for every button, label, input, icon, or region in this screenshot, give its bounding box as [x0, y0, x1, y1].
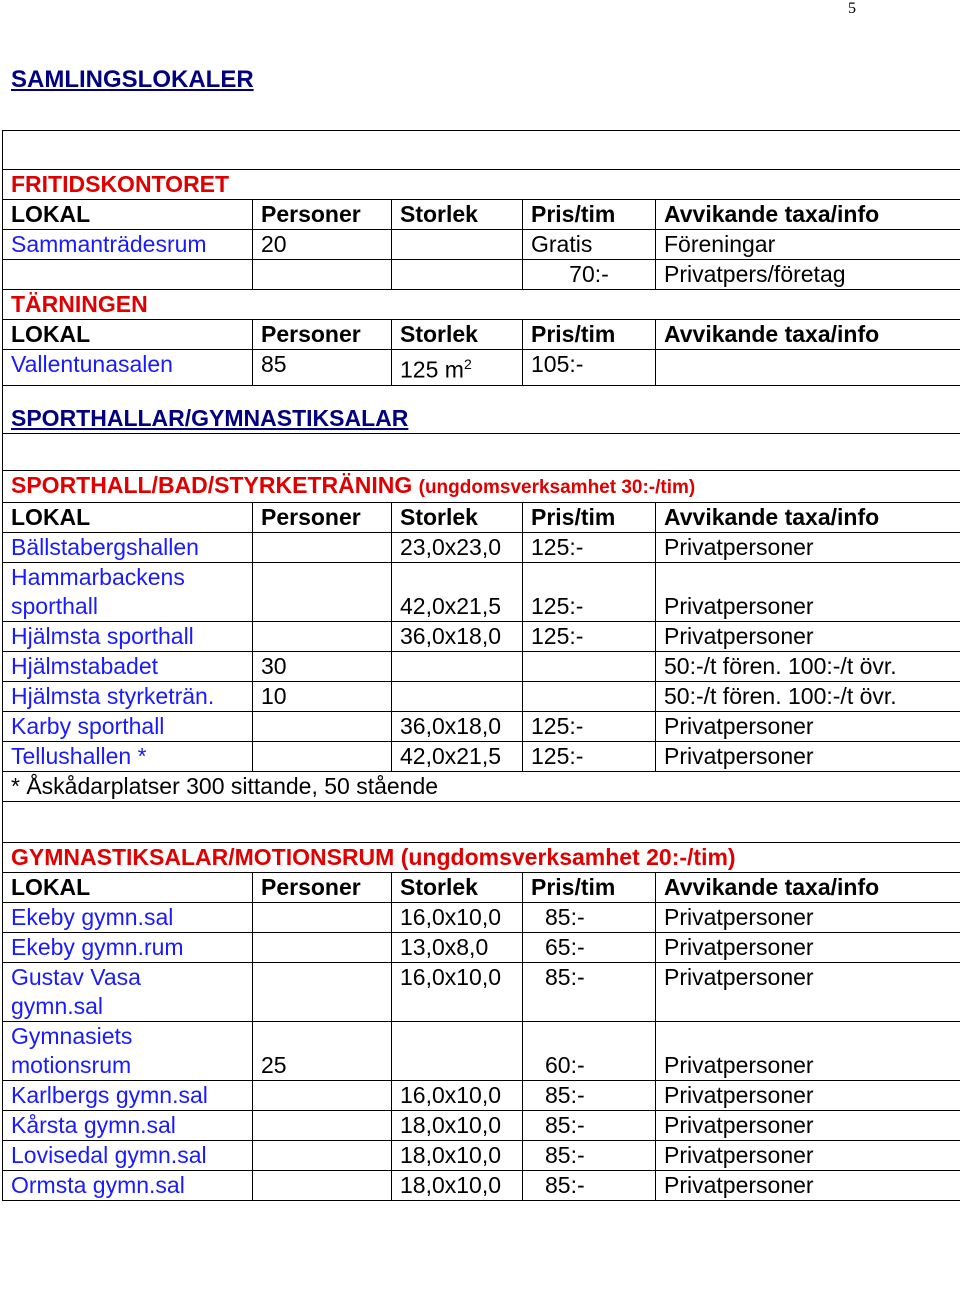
table-row: Lovisedal gymn.sal 18,0x10,0 85:- Privatpersoner	[3, 1140, 960, 1170]
facilities-table	[2, 130, 960, 1201]
header-row: LOKAL Personer Storlek Pris/tim Avvikande taxa/info	[3, 320, 960, 350]
table-row: Sammanträdesrum 20 Gratis Föreningar	[3, 230, 960, 260]
table-row: Ormsta gymn.sal 18,0x10,0 85:- Privatpersoner	[3, 1170, 960, 1200]
header-personer: Personer	[253, 200, 392, 230]
section-title-fritid: FRITIDSKONTORET	[3, 170, 960, 200]
table-row: Karlbergs gymn.sal 16,0x10,0 85:- Privatpersoner	[3, 1080, 960, 1110]
table-row: 70:- Privatpers/företag	[3, 260, 960, 290]
table-row: Karby sporthall 36,0x18,0 125:- Privatpersoner	[3, 711, 960, 741]
page-number: 5	[848, 0, 856, 17]
header-pris: Pris/tim	[523, 200, 656, 230]
table-row: Kårsta gymn.sal 18,0x10,0 85:- Privatpersoner	[3, 1110, 960, 1140]
section-title-tarning: TÄRNINGEN	[3, 290, 960, 320]
table-row: Bällstabergshallen 23,0x23,0 125:- Privatpersoner	[3, 532, 960, 562]
table-row: Ekeby gymn.rum 13,0x8,0 65:- Privatpersoner	[3, 932, 960, 962]
table-row: Gymnasiets motionsrum 25 60:- Privatpersoner	[3, 1021, 960, 1080]
page-title: SAMLINGSLOKALER	[11, 66, 254, 93]
header-storlek: Storlek	[392, 200, 523, 230]
section-title-sporthallar: SPORTHALLAR/GYMNASTIKSALAR	[3, 385, 960, 433]
table-row: Ekeby gymn.sal 16,0x10,0 85:- Privatpersoner	[3, 902, 960, 932]
spacer-row	[3, 801, 960, 842]
header-info: Avvikande taxa/info	[656, 200, 960, 230]
spacer-row	[3, 433, 960, 470]
header-row	[3, 200, 960, 230]
header-row: LOKAL Personer Storlek Pris/tim Avvikande taxa/info	[3, 502, 960, 532]
table-row: Vallentunasalen 85 125 $m^2$ 105:-	[3, 350, 960, 386]
table-row: Hjälmstabadet 30 50:-/t fören. 100:-/t övr.	[3, 651, 960, 681]
section-title-sporthall: SPORTHALL/BAD/STYRKETRÄNING (ungdomsverksamhet 30:-/tim)	[3, 470, 960, 502]
table-row: Hjälmsta styrketrän. 10 50:-/t fören. 100:-/t övr.	[3, 681, 960, 711]
section-title-gymnastik: GYMNASTIKSALAR/MOTIONSRUM (ungdomsverksamhet 20:-/tim)	[3, 842, 960, 872]
table-row: Tellushallen * 42,0x21,5 125:- Privatpersoner	[3, 741, 960, 771]
footnote: * Åskådarplatser 300 sittande, 50 stående	[3, 771, 960, 801]
table-row: Hjälmsta sporthall 36,0x18,0 125:- Privatpersoner	[3, 621, 960, 651]
header-row: LOKAL Personer Storlek Pris/tim Avvikande taxa/info	[3, 872, 960, 902]
header-lokal: LOKAL	[3, 200, 253, 230]
table-row: Gustav Vasa gymn.sal 16,0x10,0 85:- Privatpersoner	[3, 962, 960, 1021]
table-row: Hammarbackens sporthall 42,0x21,5 125:- Privatpersoner	[3, 562, 960, 621]
spacer-row	[3, 131, 960, 170]
